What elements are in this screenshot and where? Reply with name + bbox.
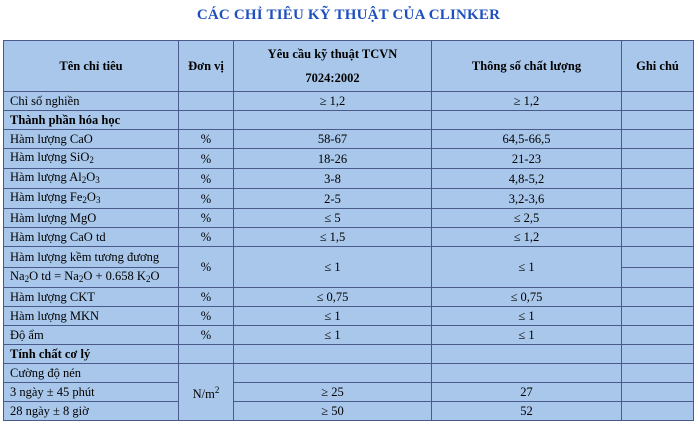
subscript: 2 (89, 155, 94, 165)
unit-text: N/m (192, 387, 215, 401)
cell-quality: ≤ 1 (432, 247, 622, 288)
subscript: 3 (95, 175, 100, 185)
cell-note (622, 364, 694, 383)
cell-unit: % (179, 130, 234, 149)
cell-quality: ≤ 2,5 (432, 209, 622, 228)
header-unit: Đơn vị (179, 41, 234, 92)
cell-note (622, 268, 694, 288)
cell-empty (432, 364, 622, 383)
cell-note (622, 383, 694, 402)
cell-name: Cường độ nén (4, 364, 179, 383)
cell-name: 3 ngày ± 45 phút (4, 383, 179, 402)
cell-note (622, 130, 694, 149)
page-title: CÁC CHỈ TIÊU KỸ THUẬT CỦA CLINKER (196, 7, 501, 23)
table-row (4, 209, 694, 228)
header-name: Tên chỉ tiêu (4, 41, 179, 92)
name-text: Hàm lượng Fe (10, 190, 83, 204)
cell-req: ≥ 25 (234, 383, 432, 402)
cell-quality: ≤ 1 (432, 307, 622, 326)
cell-note (622, 326, 694, 345)
table-row (4, 130, 694, 149)
header-req-line1: Yêu cầu kỹ thuật TCVN (267, 47, 398, 61)
cell-unit (179, 364, 234, 421)
section-row (4, 111, 694, 130)
cell-note (622, 288, 694, 307)
name-text: O (150, 269, 160, 283)
cell-name: Hàm lượng MKN (4, 307, 179, 326)
superscript: 2 (214, 385, 220, 395)
header-row (4, 41, 694, 92)
cell-unit: % (179, 307, 234, 326)
table-row (4, 364, 694, 383)
cell-quality: ≤ 0,75 (432, 288, 622, 307)
cell-unit (179, 92, 234, 111)
cell-note (622, 307, 694, 326)
cell-quality: 21-23 (432, 149, 622, 169)
cell-name: 28 ngày ± 8 giờ (4, 402, 179, 421)
name-text: O + 0.658 K (83, 269, 146, 283)
table-row (4, 92, 694, 111)
cell-note (622, 149, 694, 169)
name-text: Hàm lượng SiO (10, 150, 90, 164)
cell-name (4, 169, 179, 189)
table-row (4, 149, 694, 169)
table-row (4, 189, 694, 209)
name-text: Na (10, 269, 25, 283)
subscript: 3 (95, 195, 101, 205)
section-physical: Tính chất cơ lý (4, 345, 179, 364)
cell-unit: % (179, 326, 234, 345)
spec-table (3, 40, 694, 421)
section-row (4, 345, 694, 364)
cell-unit: % (179, 228, 234, 247)
cell-unit: % (179, 209, 234, 228)
table-row (4, 288, 694, 307)
table-row (4, 307, 694, 326)
subscript: 2 (82, 195, 87, 205)
cell-req: ≤ 1,5 (234, 228, 432, 247)
subscript: 2 (24, 274, 30, 284)
cell-note (622, 169, 694, 189)
cell-req: ≤ 5 (234, 209, 432, 228)
cell-name: Hàm lượng kềm tương đương (4, 247, 179, 268)
name-text: O (86, 190, 96, 204)
cell-req: ≤ 1 (234, 326, 432, 345)
header-req-line2: 7024:2002 (305, 71, 360, 85)
cell-req: 18-26 (234, 149, 432, 169)
cell-unit: % (179, 169, 234, 189)
cell-req: ≤ 1 (234, 247, 432, 288)
cell-quality: 64,5-66,5 (432, 130, 622, 149)
name-text: O td = Na (29, 269, 79, 283)
cell-quality: 4,8-5,2 (432, 169, 622, 189)
subscript: 2 (78, 274, 84, 284)
cell-empty (234, 364, 432, 383)
cell-quality: 3,2-3,6 (432, 189, 622, 209)
cell-req: 2-5 (234, 189, 432, 209)
cell-note (622, 189, 694, 209)
cell-empty (234, 345, 432, 364)
header-quality: Thông số chất lượng (432, 41, 622, 92)
cell-name: Hàm lượng CaO td (4, 228, 179, 247)
cell-quality: ≥ 1,2 (432, 92, 622, 111)
cell-empty (179, 111, 234, 130)
cell-quality: 52 (432, 402, 622, 421)
cell-note (622, 402, 694, 421)
section-chemical: Thành phần hóa học (4, 111, 179, 130)
cell-note (622, 92, 694, 111)
cell-note (622, 247, 694, 268)
cell-name: Độ ẩm (4, 326, 179, 345)
cell-req: ≥ 50 (234, 402, 432, 421)
table-row (4, 326, 694, 345)
cell-name (4, 268, 179, 288)
table-row (4, 383, 694, 402)
cell-name (4, 149, 179, 169)
cell-note (622, 209, 694, 228)
cell-name: Hàm lượng CaO (4, 130, 179, 149)
cell-unit: % (179, 247, 234, 288)
cell-empty (622, 111, 694, 130)
cell-unit: % (179, 149, 234, 169)
header-note: Ghi chú (622, 41, 694, 92)
name-text: O (86, 170, 96, 184)
cell-empty (234, 111, 432, 130)
table-row (4, 402, 694, 421)
header-requirement (234, 41, 432, 92)
cell-name: Chỉ số nghiền (4, 92, 179, 111)
cell-unit: % (179, 288, 234, 307)
cell-empty (432, 345, 622, 364)
cell-empty (179, 345, 234, 364)
name-text: Hàm lượng Al (10, 170, 82, 184)
subscript: 2 (81, 175, 87, 185)
cell-req: ≤ 0,75 (234, 288, 432, 307)
cell-quality: 27 (432, 383, 622, 402)
cell-req: ≥ 1,2 (234, 92, 432, 111)
cell-unit: % (179, 189, 234, 209)
table-row (4, 228, 694, 247)
subscript: 2 (145, 274, 151, 284)
cell-quality: ≤ 1 (432, 326, 622, 345)
cell-quality: ≤ 1,2 (432, 228, 622, 247)
table-row (4, 169, 694, 189)
cell-name: Hàm lượng CKT (4, 288, 179, 307)
cell-req: ≤ 1 (234, 307, 432, 326)
table-row (4, 247, 694, 268)
cell-note (622, 228, 694, 247)
cell-name (4, 189, 179, 209)
cell-empty (622, 345, 694, 364)
cell-req: 58-67 (234, 130, 432, 149)
cell-req: 3-8 (234, 169, 432, 189)
cell-empty (432, 111, 622, 130)
cell-name: Hàm lượng MgO (4, 209, 179, 228)
